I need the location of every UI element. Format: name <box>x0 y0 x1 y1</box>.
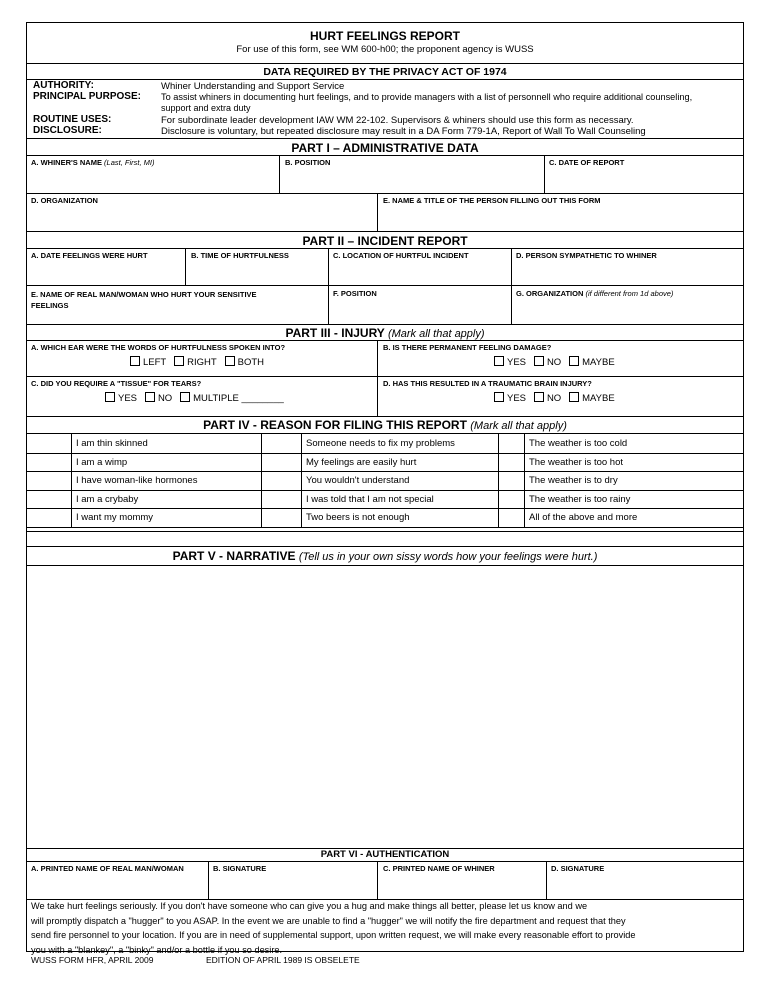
brain-injury-label: D. HAS THIS RESULTED IN A TRAUMATIC BRAIN INJURY? <box>383 379 592 388</box>
edition-note: EDITION OF APRIL 1989 IS OBSELETE <box>206 955 360 965</box>
tissue-question-label: C. DID YOU REQUIRE A "TISSUE" FOR TEARS? <box>31 379 202 388</box>
reason-checkbox[interactable] <box>29 491 69 508</box>
reason-checkbox[interactable] <box>29 454 69 471</box>
location-label: C. LOCATION OF HURTFUL INCIDENT <box>333 251 469 260</box>
sympathetic-person-label: D. PERSON SYMPATHETIC TO WHINER <box>516 251 657 260</box>
both-checkbox[interactable]: BOTH <box>225 357 264 368</box>
part5-title: PART V - NARRATIVE (Tell us in your own sissy words how your feelings were hurt.) <box>172 549 598 563</box>
reason-text: All of the above and more <box>529 512 638 524</box>
organization-field[interactable] <box>29 207 374 229</box>
form-title: HURT FEELINGS REPORT <box>309 29 460 43</box>
reason-checkbox[interactable] <box>500 454 522 471</box>
reason-checkbox[interactable] <box>263 491 299 508</box>
whiner-signature-field[interactable] <box>550 875 740 897</box>
date-of-report-field[interactable] <box>548 169 740 191</box>
date-feelings-hurt-field[interactable] <box>29 262 183 283</box>
reason-checkbox[interactable] <box>29 472 69 489</box>
real-man-printed-name-field[interactable] <box>29 875 206 897</box>
brain-injury-options <box>494 392 615 404</box>
routine-uses-text: For subordinate leader development IAW WM 22-102. Supervisors & whiners should use this form as necessary. <box>161 115 634 126</box>
reason-checkbox[interactable] <box>263 472 299 489</box>
routine-uses-label: ROUTINE USES: <box>33 114 112 125</box>
reason-checkbox[interactable] <box>29 509 69 526</box>
reason-text: I am a crybaby <box>76 493 139 505</box>
reason-text: I was told that I am not special <box>306 493 434 505</box>
filler-name-title-field[interactable] <box>381 207 740 229</box>
narrative-field[interactable] <box>29 568 741 846</box>
left-checkbox[interactable]: LEFT <box>130 357 166 368</box>
reason-checkbox[interactable] <box>263 509 299 526</box>
damage-no-checkbox[interactable]: NO <box>534 357 561 368</box>
ear-question-label: A. WHICH EAR WERE THE WORDS OF HURTFULNESS SPOKEN INTO? <box>31 343 286 352</box>
date-feelings-hurt-label: A. DATE FEELINGS WERE HURT <box>31 251 148 260</box>
tissue-no-checkbox[interactable]: NO <box>145 393 172 404</box>
reason-checkbox[interactable] <box>263 454 299 471</box>
damage-maybe-checkbox[interactable]: MAYBE <box>569 357 615 368</box>
reason-checkbox[interactable] <box>500 491 522 508</box>
reason-checkbox[interactable] <box>500 435 522 452</box>
footer-notice: We take hurt feelings seriously. If you don't have someone who can give you a hug and make things all better, please let us know and we will promptly dispatch a "hugger" to you ASAP. In the event we are unable to find a "hugger" we will notify the fire department and request that they send fire personnel to your location. If you are in need of supplemental support, upon written request, we will make every reasonable effort to provide you with a "blankey", a "binky" and/or a bottle if you so desire. <box>31 901 636 955</box>
whiner-signature-label: D. SIGNATURE <box>551 864 605 873</box>
whiner-printed-name-field[interactable] <box>381 875 544 897</box>
damage-yes-checkbox[interactable]: YES <box>494 357 526 368</box>
time-of-hurtfulness-field[interactable] <box>189 262 326 283</box>
reason-text: You wouldn't understand <box>306 475 410 487</box>
feeling-damage-options <box>494 356 615 368</box>
hurter-position-field[interactable] <box>332 301 509 322</box>
real-man-woman-label: E. NAME OF REAL MAN/WOMAN WHO HURT YOUR SENSITIVE FEELINGS <box>31 290 257 310</box>
real-man-signature-field[interactable] <box>211 875 375 897</box>
tissue-multiple-checkbox[interactable]: MULTIPLE ________ <box>180 393 284 404</box>
whiner-name-label: A. WHINER'S NAME (Last, First, MI) <box>31 158 155 167</box>
reason-text: The weather is to dry <box>529 475 618 487</box>
time-of-hurtfulness-label: B. TIME OF HURTFULNESS <box>191 251 289 260</box>
reason-text: I want my mommy <box>76 512 154 524</box>
feeling-damage-label: B. IS THERE PERMANENT FEELING DAMAGE? <box>383 343 552 352</box>
tissue-yes-checkbox[interactable]: YES <box>105 393 137 404</box>
date-of-report-label: C. DATE OF REPORT <box>549 158 625 167</box>
ear-options <box>130 356 264 368</box>
real-man-signature-label: B. SIGNATURE <box>213 864 267 873</box>
real-man-printed-name-label: A. PRINTED NAME OF REAL MAN/WOMAN <box>31 864 184 873</box>
whiner-printed-name-label: C. PRINTED NAME OF WHINER <box>383 864 495 873</box>
location-field[interactable] <box>332 262 509 283</box>
reason-checkbox[interactable] <box>263 435 299 452</box>
tbi-maybe-checkbox[interactable]: MAYBE <box>569 393 615 404</box>
reason-checkbox[interactable] <box>29 435 69 452</box>
purpose-text-cont: support and extra duty <box>161 103 251 113</box>
tbi-yes-checkbox[interactable]: YES <box>494 393 526 404</box>
reason-text: I have woman-like hormones <box>76 475 198 487</box>
hurter-organization-label: G. ORGANIZATION (if different from 1d above) <box>516 289 674 298</box>
part1-title: PART I – ADMINISTRATIVE DATA <box>291 141 479 155</box>
right-checkbox[interactable]: RIGHT <box>174 357 217 368</box>
filler-name-title-label: E. NAME & TITLE OF THE PERSON FILLING OUT THIS FORM <box>383 196 601 205</box>
disclosure-label: DISCLOSURE: <box>33 125 102 136</box>
reason-text: The weather is too cold <box>529 438 628 449</box>
reason-text: I am a wimp <box>76 456 128 468</box>
whiner-name-field[interactable] <box>29 169 277 191</box>
purpose-text: To assist whiners in documenting hurt feelings, and to provide managers with a list of personnell who require additional counseling, <box>161 92 693 102</box>
reason-checkbox[interactable] <box>500 509 522 526</box>
reason-text: The weather is too rainy <box>529 493 631 505</box>
reason-text: The weather is too hot <box>529 456 623 468</box>
reason-text: Someone needs to fix my problems <box>306 438 455 449</box>
sympathetic-person-field[interactable] <box>515 262 740 283</box>
authority-label: AUTHORITY: <box>33 80 94 91</box>
position-field[interactable] <box>283 169 541 191</box>
part2-title: PART II – INCIDENT REPORT <box>302 234 468 248</box>
part3-title: PART III - INJURY (Mark all that apply) <box>285 326 485 340</box>
form-subtitle: For use of this form, see WM 600-h00; the proponent agency is WUSS <box>236 44 534 55</box>
reason-text: Two beers is not enough <box>306 512 410 524</box>
hurt-feelings-form <box>26 22 744 955</box>
part6-title: PART VI - AUTHENTICATION <box>320 849 450 860</box>
hurter-position-label: F. POSITION <box>333 289 377 298</box>
reason-checkbox[interactable] <box>500 472 522 489</box>
form-id: WUSS FORM HFR, APRIL 2009 <box>31 955 154 965</box>
organization-label: D. ORGANIZATION <box>31 196 98 205</box>
tbi-no-checkbox[interactable]: NO <box>534 393 561 404</box>
reason-text: I am thin skinned <box>76 438 148 449</box>
tissue-options <box>105 392 284 404</box>
part4-title: PART IV - REASON FOR FILING THIS REPORT (Mark all that apply) <box>203 418 567 432</box>
reason-text: My feelings are easily hurt <box>306 456 417 468</box>
hurter-organization-field[interactable] <box>515 301 740 322</box>
position-label: B. POSITION <box>285 158 331 167</box>
privacy-act-heading: DATA REQUIRED BY THE PRIVACY ACT OF 1974 <box>263 66 507 78</box>
purpose-label: PRINCIPAL PURPOSE: <box>33 91 141 102</box>
disclosure-text: Disclosure is voluntary, but repeated disclosure may result in a DA Form 779-1A, Report of Wall To Wall Counseling <box>161 126 646 137</box>
authority-text: Whiner Understanding and Support Service <box>161 81 345 92</box>
